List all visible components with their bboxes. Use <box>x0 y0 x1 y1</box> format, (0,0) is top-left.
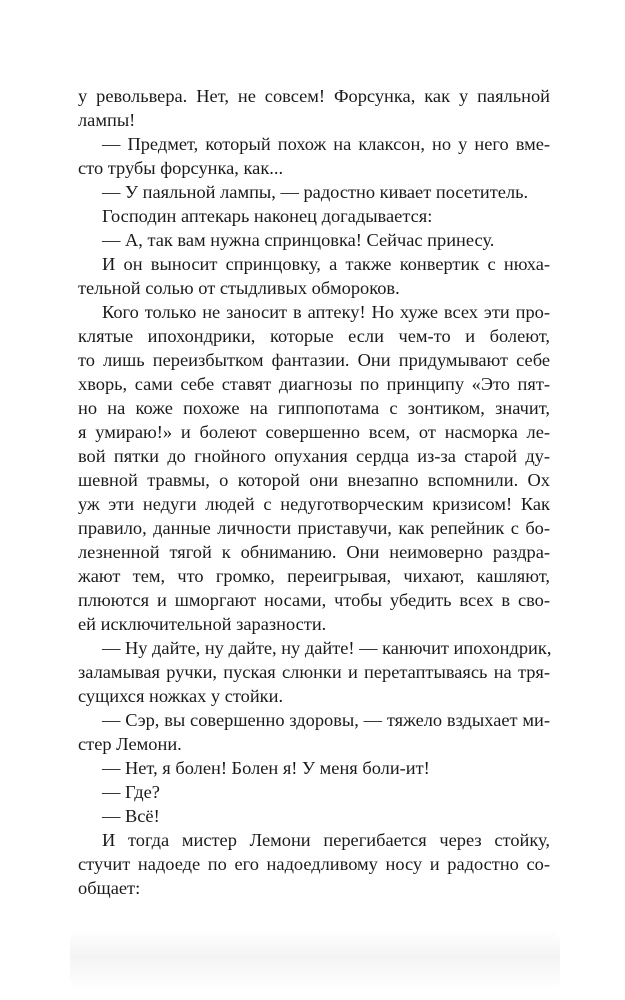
text-line: Господин аптекарь наконец догадывается: <box>102 206 433 226</box>
text-line: уж эти недуги людей с недуготворческим кризисом! Как <box>78 494 550 514</box>
text-line: заламывая ручки, пуская слюнки и перетаптываясь на тря- <box>78 662 550 682</box>
text-line: — Сэр, вы совершенно здоровы, — тяжело вздыхает ми- <box>102 710 550 730</box>
text-line: — Предмет, который похож на клаксон, но у него вме- <box>102 134 550 154</box>
text-line: вой пятки до гнойного опухания сердца из-за старой ду- <box>78 446 550 466</box>
text-line: шевной травмы, о которой они внезапно вспомнили. Ох <box>78 470 550 490</box>
text-line: лампы! <box>78 110 136 130</box>
text-line: — У паяльной лампы, — радостно кивает посетитель. <box>102 182 529 202</box>
text-line: — Всё! <box>102 806 160 826</box>
text-line: И тогда мистер Лемони перегибается через стойку, <box>102 830 550 850</box>
text-line: — Где? <box>102 782 160 802</box>
bottom-shadow <box>70 930 560 990</box>
text-line: сто трубы форсунка, как... <box>78 158 284 178</box>
text-line: плюются и шморгают носами, чтобы убедить всех в сво- <box>78 590 550 610</box>
text-line: стучит надоеде по его надоедливому носу и радостно со- <box>78 854 550 874</box>
text-line: у револьвера. Нет, не совсем! Форсунка, как у паяльной <box>78 86 550 106</box>
text-line: хворь, сами себе ставят диагнозы по принципу «Это пят- <box>78 374 550 394</box>
text-line: — Ну дайте, ну дайте, ну дайте! — канючит ипохондрик, <box>102 638 552 658</box>
text-line: общает: <box>78 878 141 898</box>
text-line: стер Лемони. <box>78 734 182 754</box>
text-line: — А, так вам нужна спринцовка! Сейчас принесу. <box>102 230 495 250</box>
text-line: Кого только не заносит в аптеку! Но хуже всех эти про- <box>102 302 550 322</box>
text-line: лезненной тягой к обниманию. Они неимоверно раздра- <box>78 542 550 562</box>
text-line: правило, данные личности приставучи, как репейник с бо- <box>78 518 550 538</box>
text-line: — Нет, я болен! Болен я! У меня боли-ит! <box>102 758 430 778</box>
text-line: сущихся ножках у стойки. <box>78 686 284 706</box>
text-line: клятые ипохондрики, которые если чем-то и болеют, <box>78 326 550 346</box>
page-text <box>78 84 550 900</box>
text-line: то лишь переизбытком фантазии. Они придумывают себе <box>78 350 550 370</box>
text-line: я умираю!» и болеют совершенно всем, от насморка ле- <box>78 422 550 442</box>
text-line: И он выносит спринцовку, а также конвертик с нюха- <box>102 254 550 274</box>
text-line: ей исключительной заразности. <box>78 614 327 634</box>
text-line: жают тем, что громко, переигрывая, чихают, кашляют, <box>78 566 550 586</box>
text-line: но на коже похоже на гиппопотама с зонтиком, значит, <box>78 398 550 418</box>
text-line: тельной солью от стыдливых обмороков. <box>78 278 400 298</box>
